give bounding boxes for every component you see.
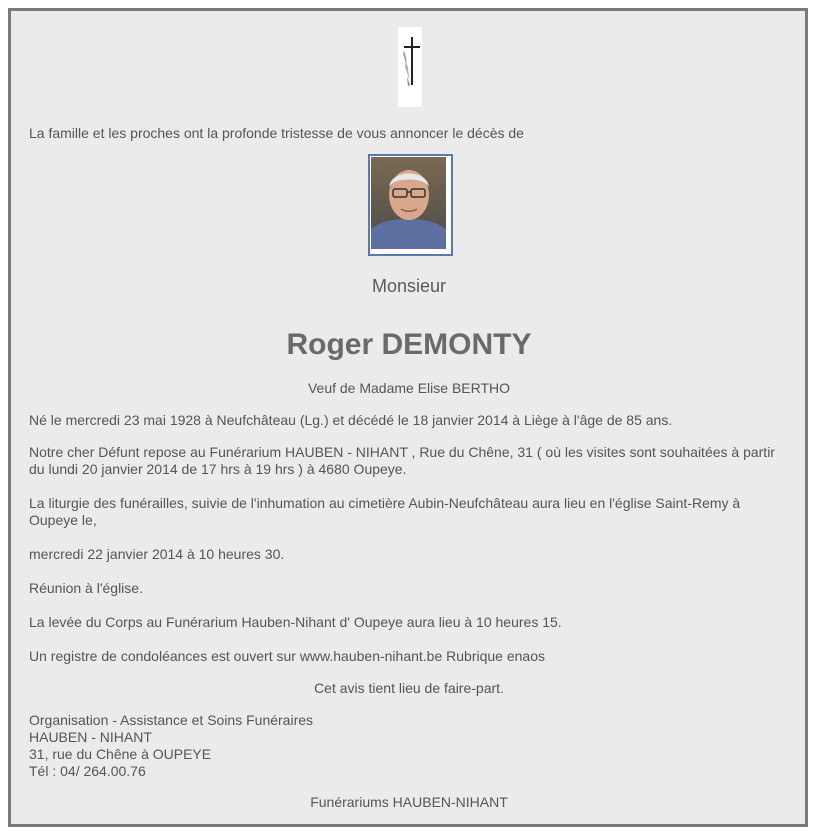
footer-text: Funérariums HAUBEN-NIHANT <box>310 794 508 810</box>
funeral-date-time: mercredi 22 janvier 2014 à 10 heures 30. <box>29 546 285 562</box>
intro-text: La famille et les proches ont la profonde tristesse de vous annoncer le décès de <box>29 125 524 141</box>
notice-text: Cet avis tient lieu de faire-part. <box>314 680 504 696</box>
deceased-name: Roger DEMONTY <box>286 328 532 361</box>
organisation-line-1: Organisation - Assistance et Soins Funéraires <box>29 712 314 728</box>
register-text: Un registre de condoléances est ouvert sur www.hauben-nihant.be Rubrique enaos <box>29 648 545 664</box>
rest-text: Notre cher Défunt repose au Funérarium HAUBEN - NIHANT , Rue du Chêne, 31 ( où les visites sont souhaitées à partir du lundi 20 janvier 2014 de 17 hrs à 19 hrs ) à 4680 Oupeye. <box>29 444 775 477</box>
portrait-photo <box>368 154 453 256</box>
widow-line: Veuf de Madame Elise BERTHO <box>307 380 511 396</box>
meeting-text: Réunion à l'église. <box>29 580 143 596</box>
levee-text: La levée du Corps au Funérarium Hauben-Nihant d' Oupeye aura lieu à 10 heures 15. <box>29 614 562 630</box>
organisation-block <box>29 712 789 780</box>
organisation-phone: Tél : 04/ 264.00.76 <box>29 763 146 779</box>
organisation-line-2: HAUBEN - NIHANT <box>29 729 152 745</box>
liturgy-text: La liturgie des funérailles, suivie de l'inhumation au cimetière Aubin-Neufchâteau aura lieu en l'église Saint-Remy à Oupeye le, <box>29 495 741 528</box>
obituary-frame <box>8 8 808 827</box>
cross-icon <box>398 27 422 107</box>
civility: Monsieur <box>371 276 447 296</box>
birth-death-text: Né le mercredi 23 mai 1928 à Neufchâteau (Lg.) et décédé le 18 janvier 2014 à Liège à l'âge de 85 ans. <box>29 412 673 428</box>
organisation-address: 31, rue du Chêne à OUPEYE <box>29 746 212 762</box>
